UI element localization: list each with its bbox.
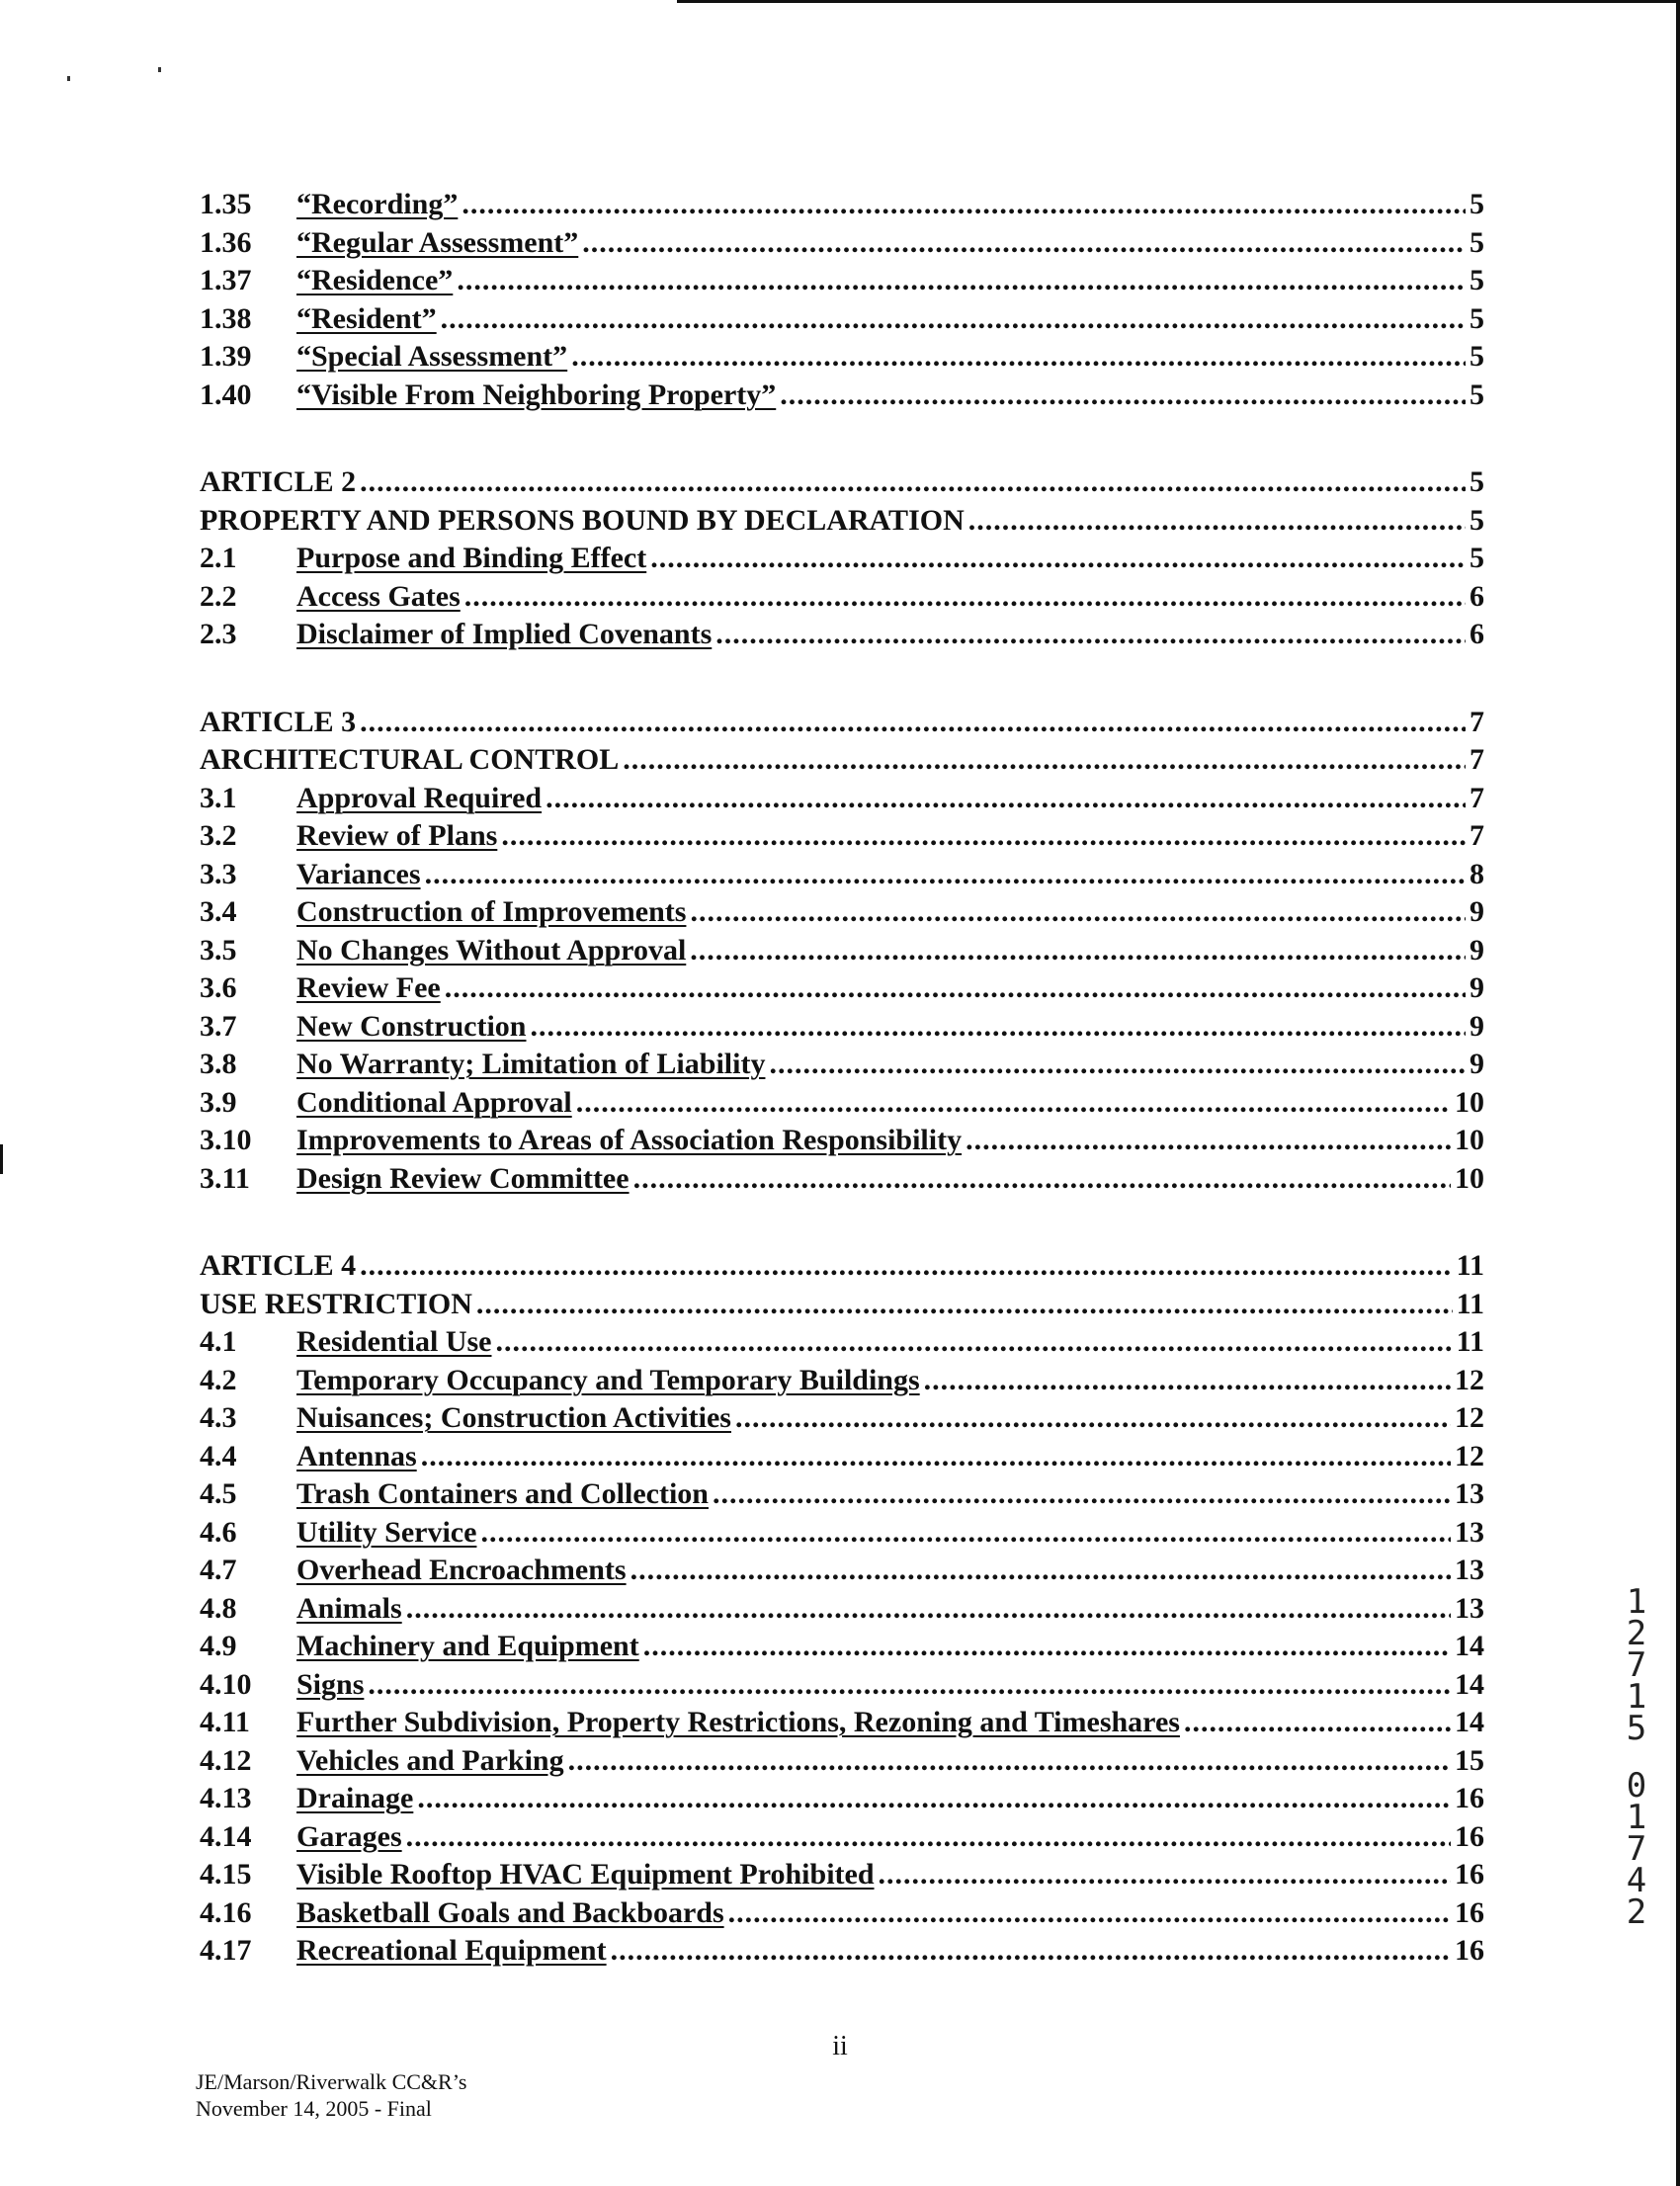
toc-entry (200, 300, 1484, 339)
stamp-digit: 4 (1626, 1861, 1647, 1900)
page-number: ii (832, 2031, 848, 2061)
toc-entry-title: PROPERTY AND PERSONS BOUND BY DECLARATION (200, 503, 965, 537)
toc-entry (200, 1514, 1484, 1553)
toc-dot-leader (445, 969, 1466, 1008)
toc-entry-number: 3.6 (200, 971, 237, 1004)
toc-dot-leader (568, 1742, 1451, 1781)
toc-entry-number: 1.35 (200, 188, 252, 220)
toc-entry (200, 1323, 1484, 1362)
toc-entry-title: Visible Rooftop HVAC Equipment Prohibited (296, 1858, 875, 1891)
toc-entry (200, 1742, 1484, 1781)
toc-entry-title: “Regular Assessment” (296, 225, 579, 259)
toc-entry (200, 540, 1484, 578)
toc-entry-number: 4.14 (200, 1819, 252, 1853)
toc-entry-page: 9 (1470, 971, 1484, 1004)
toc-entry-title: “Residence” (296, 264, 454, 296)
toc-entry-title: Purpose and Binding Effect (296, 542, 647, 574)
stamp-digit: 5 (1626, 1709, 1647, 1748)
toc-entry-title: New Construction (296, 1009, 527, 1043)
toc-entry-number: 3.8 (200, 1048, 237, 1080)
toc-entry (200, 1008, 1484, 1047)
toc-dot-leader (476, 1286, 1453, 1324)
toc-entry-title: USE RESTRICTION (200, 1287, 472, 1320)
toc-entry-number: 4.17 (200, 1934, 252, 1967)
toc-dot-leader (531, 1008, 1467, 1047)
toc-entry-page: 12 (1455, 1439, 1484, 1472)
toc-entry-title: Approval Required (296, 781, 543, 814)
toc-entry-number: 1.38 (200, 301, 252, 335)
toc-entry-page: 10 (1455, 1161, 1484, 1195)
toc-entry (200, 1818, 1484, 1857)
toc-entry-page: 6 (1470, 579, 1484, 613)
toc-entry (200, 1046, 1484, 1084)
toc-entry-page: 10 (1455, 1124, 1484, 1156)
toc-entry (200, 704, 1484, 742)
toc-entry-number: 3.10 (200, 1124, 252, 1156)
toc-section (200, 186, 1484, 414)
toc-dot-leader (441, 300, 1466, 339)
toc-dot-leader (715, 616, 1466, 654)
toc-entry-number: 4.3 (200, 1401, 237, 1434)
toc-entry-title: Access Gates (296, 579, 461, 613)
stamp-digit: 7 (1626, 1645, 1647, 1685)
toc-entry-page: 11 (1456, 1325, 1484, 1358)
toc-dot-leader (924, 1362, 1451, 1400)
toc-entry-title: ARTICLE 4 (200, 1249, 357, 1282)
scan-right-border (1676, 0, 1680, 2186)
toc-dot-leader (780, 377, 1466, 415)
scan-left-mark (0, 1144, 3, 1174)
toc-entry (200, 1780, 1484, 1818)
toc-entry-number: 3.7 (200, 1009, 237, 1043)
toc-entry-number: 4.9 (200, 1630, 237, 1662)
toc-entry-page: 6 (1470, 618, 1484, 650)
toc-entry-title: Machinery and Equipment (296, 1630, 639, 1662)
toc-section (200, 1247, 1484, 1971)
toc-entry-title: Trash Containers and Collection (296, 1477, 709, 1510)
toc-entry-page: 16 (1455, 1895, 1484, 1929)
toc-entry-page: 15 (1455, 1743, 1484, 1777)
toc-entry-number: 4.11 (200, 1706, 250, 1738)
toc-entry (200, 1247, 1484, 1286)
toc-dot-leader (879, 1856, 1451, 1894)
toc-entry-title: Nuisances; Construction Activities (296, 1401, 731, 1434)
toc-entry-page: 7 (1470, 819, 1484, 852)
toc-entry-title: Basketball Goals and Backboards (296, 1895, 724, 1929)
toc-dot-leader (611, 1932, 1451, 1971)
toc-entry-page: 9 (1470, 895, 1484, 928)
toc-entry-page: 9 (1470, 1048, 1484, 1080)
toc-entry (200, 741, 1484, 780)
toc-entry-page: 5 (1470, 264, 1484, 296)
toc-entry-page: 13 (1455, 1477, 1484, 1510)
toc-entry-page: 16 (1455, 1782, 1484, 1814)
toc-entry-title: Signs (296, 1667, 365, 1701)
toc-dot-leader (650, 540, 1466, 578)
toc-entry-page: 10 (1455, 1085, 1484, 1119)
toc-entry-page: 5 (1470, 188, 1484, 220)
toc-entry-page: 9 (1470, 933, 1484, 967)
stamp-digit: 7 (1626, 1829, 1647, 1869)
toc-entry (200, 1894, 1484, 1933)
toc-dot-leader (966, 1122, 1451, 1160)
toc-entry (200, 1628, 1484, 1666)
toc-dot-leader (406, 1818, 1451, 1857)
toc-dot-leader (769, 1046, 1466, 1084)
toc-entry-page: 13 (1455, 1591, 1484, 1625)
toc-dot-leader (417, 1780, 1451, 1818)
toc-entry-title: “Resident” (296, 301, 437, 335)
toc-entry-number: 4.6 (200, 1515, 237, 1549)
toc-entry-number: 3.9 (200, 1085, 237, 1119)
toc-entry (200, 1438, 1484, 1476)
toc-dot-leader (546, 780, 1466, 818)
toc-entry (200, 1362, 1484, 1400)
toc-dot-leader (735, 1399, 1451, 1438)
toc-dot-leader (713, 1475, 1451, 1514)
toc-dot-leader (501, 817, 1466, 856)
toc-entry-title: “Recording” (296, 188, 459, 220)
toc-entry-number: 3.11 (200, 1161, 250, 1195)
toc-entry (200, 377, 1484, 415)
toc-entry (200, 578, 1484, 617)
stamp-digit: 0 (1626, 1766, 1647, 1806)
toc-entry-number: 1.40 (200, 378, 252, 411)
toc-entry-page: 9 (1470, 1009, 1484, 1043)
toc-entry-title: No Changes Without Approval (296, 933, 687, 967)
toc-entry-title: “Visible From Neighboring Property” (296, 378, 777, 411)
toc-entry (200, 1160, 1484, 1199)
toc-entry (200, 1856, 1484, 1894)
toc-entry (200, 186, 1484, 224)
toc-entry-title: ARCHITECTURAL CONTROL (200, 743, 620, 776)
scan-speck (158, 67, 161, 72)
toc-dot-leader (576, 1084, 1451, 1123)
stamp-digit: 2 (1626, 1892, 1647, 1932)
toc-entry (200, 856, 1484, 894)
toc-entry (200, 502, 1484, 541)
toc-entry (200, 1084, 1484, 1123)
toc-entry-page: 14 (1455, 1630, 1484, 1662)
toc-entry (200, 262, 1484, 300)
toc-dot-leader (480, 1514, 1451, 1553)
toc-entry-number: 4.4 (200, 1439, 237, 1472)
toc-dot-leader (425, 856, 1466, 894)
toc-entry (200, 1666, 1484, 1705)
toc-entry-page: 16 (1455, 1858, 1484, 1891)
toc-entry (200, 1552, 1484, 1590)
toc-entry (200, 969, 1484, 1008)
toc-entry-page: 16 (1455, 1934, 1484, 1967)
toc-entry-page: 14 (1455, 1667, 1484, 1701)
toc-entry-page: 16 (1455, 1819, 1484, 1853)
toc-entry-title: Improvements to Areas of Association Responsibility (296, 1124, 963, 1156)
toc-dot-leader (630, 1552, 1451, 1590)
toc-entry (200, 1704, 1484, 1742)
toc-entry-title: No Warranty; Limitation of Liability (296, 1048, 766, 1080)
toc-entry-number: 3.2 (200, 819, 237, 852)
toc-entry-title: ARTICLE 2 (200, 465, 357, 498)
document-footer (196, 2068, 466, 2122)
stamp-digit: 1 (1626, 1582, 1647, 1622)
toc-entry (200, 463, 1484, 502)
toc-dot-leader (968, 502, 1466, 541)
toc-entry-page: 7 (1470, 705, 1484, 738)
stamp-digit: 1 (1626, 1798, 1647, 1837)
toc-entry-page: 11 (1456, 1287, 1484, 1320)
toc-entry-title: “Special Assessment” (296, 340, 568, 373)
toc-dot-leader (728, 1894, 1451, 1933)
toc-entry-number: 4.15 (200, 1858, 252, 1891)
toc-entry (200, 780, 1484, 818)
footer-date: November 14, 2005 - Final (196, 2096, 432, 2121)
toc-entry-page: 7 (1470, 781, 1484, 814)
toc-section (200, 463, 1484, 654)
toc-entry-title: Variances (296, 857, 421, 890)
toc-entry (200, 1122, 1484, 1160)
toc-entry-number: 3.5 (200, 933, 237, 967)
toc-entry-number: 2.3 (200, 618, 237, 650)
toc-entry-number: 1.36 (200, 225, 252, 259)
toc-entry-title: Garages (296, 1819, 402, 1853)
toc-entry-number: 4.10 (200, 1667, 252, 1701)
toc-entry-page: 5 (1470, 378, 1484, 411)
toc-entry (200, 1399, 1484, 1438)
toc-entry-number: 3.1 (200, 781, 237, 814)
scan-speck (67, 76, 70, 81)
toc-entry-number: 4.8 (200, 1591, 237, 1625)
toc-entry (200, 616, 1484, 654)
toc-entry-number: 3.3 (200, 857, 237, 890)
toc-entry-title: Vehicles and Parking (296, 1743, 564, 1777)
toc-entry (200, 1286, 1484, 1324)
toc-entry-number: 2.2 (200, 579, 237, 613)
toc-entry-title: Review of Plans (296, 819, 498, 852)
toc-entry-title: Overhead Encroachments (296, 1554, 627, 1586)
toc-entry-number: 1.39 (200, 340, 252, 373)
toc-entry-page: 5 (1470, 340, 1484, 373)
toc-entry-page: 5 (1470, 225, 1484, 259)
stamp-digit: 2 (1626, 1614, 1647, 1653)
stamp-digit: 1 (1626, 1677, 1647, 1717)
toc-entry (200, 338, 1484, 377)
toc-entry-page: 5 (1470, 542, 1484, 574)
toc-dot-leader (462, 186, 1466, 224)
toc-entry-title: Antennas (296, 1439, 417, 1472)
toc-entry (200, 893, 1484, 932)
toc-dot-leader (368, 1666, 1451, 1705)
toc-entry-number: 2.1 (200, 542, 237, 574)
toc-entry-number: 4.5 (200, 1477, 237, 1510)
toc-entry-page: 7 (1470, 743, 1484, 776)
toc-entry-title: ARTICLE 3 (200, 705, 357, 738)
toc-dot-leader (1184, 1704, 1451, 1742)
toc-entry-number: 4.12 (200, 1743, 252, 1777)
toc-dot-leader (690, 893, 1466, 932)
toc-entry (200, 1932, 1484, 1971)
toc-dot-leader (457, 262, 1466, 300)
toc-entry (200, 1590, 1484, 1629)
toc-entry-title: Conditional Approval (296, 1085, 572, 1119)
toc-entry-number: 4.7 (200, 1554, 237, 1586)
toc-dot-leader (571, 338, 1466, 377)
toc-entry-title: Review Fee (296, 971, 441, 1004)
toc-dot-leader (421, 1438, 1451, 1476)
toc-dot-leader (360, 704, 1466, 742)
toc-entry-page: 8 (1470, 857, 1484, 890)
footer-document-id: JE/Marson/Riverwalk CC&R’s (196, 2069, 467, 2094)
toc-entry-number: 3.4 (200, 895, 237, 928)
toc-entry-page: 13 (1455, 1515, 1484, 1549)
toc-entry-page: 12 (1455, 1363, 1484, 1396)
toc-entry-title: Utility Service (296, 1515, 477, 1549)
toc-entry-number: 4.1 (200, 1325, 237, 1358)
toc-dot-leader (406, 1590, 1451, 1629)
scan-top-border (677, 0, 1680, 3)
toc-entry-page: 5 (1470, 465, 1484, 498)
toc-dot-leader (623, 741, 1466, 780)
toc-dot-leader (582, 224, 1466, 263)
toc-entry-title: Animals (296, 1591, 402, 1625)
toc-entry-title: Construction of Improvements (296, 895, 687, 928)
toc-entry-page: 12 (1455, 1401, 1484, 1434)
toc-dot-leader (360, 463, 1466, 502)
toc-entry-number: 1.37 (200, 264, 252, 296)
toc-entry-page: 5 (1470, 301, 1484, 335)
toc-entry-title: Further Subdivision, Property Restrictions, Rezoning and Timeshares (296, 1706, 1180, 1738)
toc-entry-title: Drainage (296, 1782, 414, 1814)
toc-entry-page: 14 (1455, 1706, 1484, 1738)
toc-entry-page: 13 (1455, 1554, 1484, 1586)
toc-entry-title: Disclaimer of Implied Covenants (296, 618, 713, 650)
toc-entry-number: 4.13 (200, 1782, 252, 1814)
toc-dot-leader (643, 1628, 1451, 1666)
toc-dot-leader (690, 932, 1466, 970)
toc-section (200, 704, 1484, 1199)
recording-stamp (1617, 1582, 1656, 1932)
toc-entry (200, 817, 1484, 856)
toc-dot-leader (633, 1160, 1451, 1199)
toc-entry-title: Residential Use (296, 1325, 492, 1358)
toc-entry-number: 4.16 (200, 1895, 252, 1929)
toc-dot-leader (464, 578, 1466, 617)
toc-entry (200, 1475, 1484, 1514)
toc-entry-title: Recreational Equipment (296, 1934, 607, 1967)
toc-entry-page: 11 (1456, 1249, 1484, 1282)
toc-dot-leader (360, 1247, 1452, 1286)
toc-entry-number: 4.2 (200, 1363, 237, 1396)
toc-entry-title: Temporary Occupancy and Temporary Buildings (296, 1363, 920, 1396)
toc-entry (200, 224, 1484, 263)
toc-entry-page: 5 (1470, 503, 1484, 537)
toc-dot-leader (496, 1323, 1453, 1362)
toc-entry-title: Design Review Committee (296, 1161, 630, 1195)
toc-entry (200, 932, 1484, 970)
table-of-contents (200, 186, 1484, 2020)
